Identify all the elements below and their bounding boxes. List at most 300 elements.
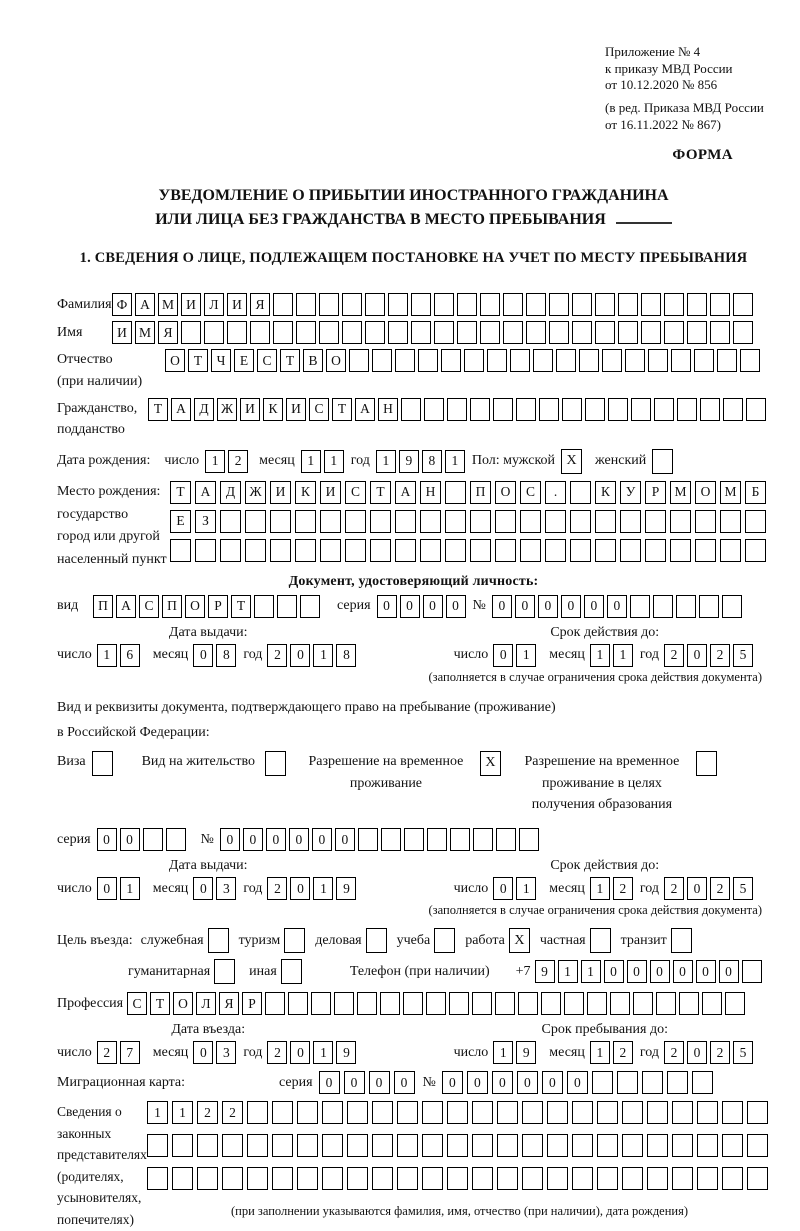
- char-cell[interactable]: 1: [590, 644, 610, 667]
- char-cell[interactable]: [510, 349, 530, 372]
- char-cell[interactable]: 2: [664, 644, 684, 667]
- char-cell[interactable]: [620, 539, 641, 562]
- char-cell[interactable]: 0: [400, 595, 420, 618]
- char-cell[interactable]: [197, 1167, 218, 1190]
- residence-permit-checkbox[interactable]: [265, 751, 286, 776]
- char-cell[interactable]: [526, 321, 546, 344]
- char-cell[interactable]: [357, 992, 377, 1015]
- char-cell[interactable]: Д: [220, 481, 241, 504]
- char-cell[interactable]: Р: [645, 481, 666, 504]
- char-cell[interactable]: 1: [558, 960, 578, 983]
- char-cell[interactable]: И: [270, 481, 291, 504]
- char-cell[interactable]: [572, 321, 592, 344]
- char-cell[interactable]: [197, 1134, 218, 1157]
- char-cell[interactable]: 1: [205, 450, 225, 473]
- char-cell[interactable]: 2: [710, 1041, 730, 1064]
- char-cell[interactable]: 2: [710, 644, 730, 667]
- char-cell[interactable]: А: [195, 481, 216, 504]
- char-cell[interactable]: 0: [492, 1071, 513, 1094]
- char-cell[interactable]: П: [162, 595, 182, 618]
- char-cell[interactable]: 1: [313, 644, 333, 667]
- char-cell[interactable]: 0: [567, 1071, 588, 1094]
- char-cell[interactable]: С: [139, 595, 159, 618]
- char-cell[interactable]: 1: [313, 1041, 333, 1064]
- char-cell[interactable]: [170, 539, 191, 562]
- char-cell[interactable]: [503, 321, 523, 344]
- char-cell[interactable]: [522, 1134, 543, 1157]
- char-cell[interactable]: [733, 293, 753, 316]
- char-cell[interactable]: [372, 1167, 393, 1190]
- char-cell[interactable]: [472, 1167, 493, 1190]
- char-cell[interactable]: [480, 293, 500, 316]
- char-cell[interactable]: Л: [196, 992, 216, 1015]
- char-cell[interactable]: [388, 293, 408, 316]
- char-cell[interactable]: 0: [120, 828, 140, 851]
- char-cell[interactable]: [342, 321, 362, 344]
- char-cell[interactable]: [411, 293, 431, 316]
- char-cell[interactable]: [679, 992, 699, 1015]
- char-cell[interactable]: [254, 595, 274, 618]
- char-cell[interactable]: 8: [422, 450, 442, 473]
- char-cell[interactable]: [562, 398, 582, 421]
- char-cell[interactable]: 1: [172, 1101, 193, 1124]
- char-cell[interactable]: [457, 293, 477, 316]
- char-cell[interactable]: [457, 321, 477, 344]
- char-cell[interactable]: 1: [97, 644, 117, 667]
- char-cell[interactable]: Т: [148, 398, 168, 421]
- char-cell[interactable]: [677, 398, 697, 421]
- char-cell[interactable]: [572, 1167, 593, 1190]
- char-cell[interactable]: Т: [188, 349, 208, 372]
- char-cell[interactable]: 1: [301, 450, 321, 473]
- char-cell[interactable]: З: [195, 510, 216, 533]
- char-cell[interactable]: 1: [516, 877, 536, 900]
- char-cell[interactable]: [564, 992, 584, 1015]
- char-cell[interactable]: [322, 1134, 343, 1157]
- char-cell[interactable]: [497, 1101, 518, 1124]
- char-cell[interactable]: Ч: [211, 349, 231, 372]
- char-cell[interactable]: [618, 293, 638, 316]
- char-cell[interactable]: [272, 1167, 293, 1190]
- char-cell[interactable]: [447, 1134, 468, 1157]
- char-cell[interactable]: 3: [216, 1041, 236, 1064]
- char-cell[interactable]: 0: [561, 595, 581, 618]
- char-cell[interactable]: 0: [97, 877, 117, 900]
- char-cell[interactable]: [365, 293, 385, 316]
- char-cell[interactable]: [570, 481, 591, 504]
- char-cell[interactable]: [647, 1167, 668, 1190]
- char-cell[interactable]: [625, 349, 645, 372]
- char-cell[interactable]: [622, 1101, 643, 1124]
- char-cell[interactable]: [470, 398, 490, 421]
- temp-residence-checkbox[interactable]: X: [480, 751, 501, 776]
- char-cell[interactable]: 0: [289, 828, 309, 851]
- char-cell[interactable]: [181, 321, 201, 344]
- char-cell[interactable]: [311, 992, 331, 1015]
- char-cell[interactable]: 9: [535, 960, 555, 983]
- char-cell[interactable]: 0: [193, 1041, 213, 1064]
- char-cell[interactable]: [296, 321, 316, 344]
- char-cell[interactable]: [545, 539, 566, 562]
- char-cell[interactable]: [470, 539, 491, 562]
- char-cell[interactable]: [545, 510, 566, 533]
- char-cell[interactable]: [495, 539, 516, 562]
- char-cell[interactable]: Е: [170, 510, 191, 533]
- char-cell[interactable]: [595, 321, 615, 344]
- char-cell[interactable]: К: [263, 398, 283, 421]
- char-cell[interactable]: [533, 349, 553, 372]
- char-cell[interactable]: [372, 1101, 393, 1124]
- char-cell[interactable]: О: [165, 349, 185, 372]
- char-cell[interactable]: [672, 1167, 693, 1190]
- char-cell[interactable]: [733, 321, 753, 344]
- char-cell[interactable]: [585, 398, 605, 421]
- char-cell[interactable]: [245, 539, 266, 562]
- char-cell[interactable]: [166, 828, 186, 851]
- char-cell[interactable]: [597, 1134, 618, 1157]
- char-cell[interactable]: [288, 992, 308, 1015]
- char-cell[interactable]: И: [181, 293, 201, 316]
- char-cell[interactable]: 0: [650, 960, 670, 983]
- char-cell[interactable]: 0: [515, 595, 535, 618]
- char-cell[interactable]: [424, 398, 444, 421]
- char-cell[interactable]: Я: [250, 293, 270, 316]
- char-cell[interactable]: 5: [733, 1041, 753, 1064]
- char-cell[interactable]: 2: [710, 877, 730, 900]
- char-cell[interactable]: [220, 510, 241, 533]
- char-cell[interactable]: 9: [336, 877, 356, 900]
- char-cell[interactable]: [447, 398, 467, 421]
- char-cell[interactable]: [297, 1101, 318, 1124]
- purpose-business-checkbox[interactable]: [366, 928, 387, 953]
- char-cell[interactable]: [618, 321, 638, 344]
- char-cell[interactable]: [381, 828, 401, 851]
- char-cell[interactable]: [539, 398, 559, 421]
- char-cell[interactable]: Ж: [217, 398, 237, 421]
- char-cell[interactable]: 0: [344, 1071, 365, 1094]
- char-cell[interactable]: Н: [378, 398, 398, 421]
- char-cell[interactable]: 2: [664, 877, 684, 900]
- char-cell[interactable]: [220, 539, 241, 562]
- char-cell[interactable]: [395, 510, 416, 533]
- char-cell[interactable]: [656, 992, 676, 1015]
- char-cell[interactable]: А: [116, 595, 136, 618]
- char-cell[interactable]: [472, 1134, 493, 1157]
- char-cell[interactable]: [595, 539, 616, 562]
- char-cell[interactable]: [670, 539, 691, 562]
- char-cell[interactable]: [720, 510, 741, 533]
- char-cell[interactable]: [541, 992, 561, 1015]
- char-cell[interactable]: [265, 992, 285, 1015]
- char-cell[interactable]: [441, 349, 461, 372]
- purpose-other-checkbox[interactable]: [281, 959, 302, 984]
- char-cell[interactable]: У: [620, 481, 641, 504]
- char-cell[interactable]: 1: [590, 1041, 610, 1064]
- char-cell[interactable]: [570, 539, 591, 562]
- char-cell[interactable]: 0: [604, 960, 624, 983]
- char-cell[interactable]: [445, 539, 466, 562]
- char-cell[interactable]: 3: [216, 877, 236, 900]
- char-cell[interactable]: [464, 349, 484, 372]
- char-cell[interactable]: [722, 1134, 743, 1157]
- char-cell[interactable]: Е: [234, 349, 254, 372]
- char-cell[interactable]: [450, 828, 470, 851]
- char-cell[interactable]: [493, 398, 513, 421]
- char-cell[interactable]: [667, 1071, 688, 1094]
- char-cell[interactable]: [747, 1167, 768, 1190]
- char-cell[interactable]: И: [240, 398, 260, 421]
- char-cell[interactable]: 0: [538, 595, 558, 618]
- char-cell[interactable]: М: [720, 481, 741, 504]
- char-cell[interactable]: [445, 481, 466, 504]
- char-cell[interactable]: [300, 595, 320, 618]
- char-cell[interactable]: [320, 539, 341, 562]
- char-cell[interactable]: [747, 1134, 768, 1157]
- char-cell[interactable]: А: [355, 398, 375, 421]
- char-cell[interactable]: [722, 1101, 743, 1124]
- char-cell[interactable]: Ф: [112, 293, 132, 316]
- char-cell[interactable]: 0: [517, 1071, 538, 1094]
- char-cell[interactable]: [397, 1134, 418, 1157]
- char-cell[interactable]: Я: [219, 992, 239, 1015]
- char-cell[interactable]: [370, 539, 391, 562]
- char-cell[interactable]: 0: [243, 828, 263, 851]
- char-cell[interactable]: [519, 828, 539, 851]
- char-cell[interactable]: 0: [446, 595, 466, 618]
- char-cell[interactable]: [273, 321, 293, 344]
- char-cell[interactable]: [547, 1167, 568, 1190]
- char-cell[interactable]: 2: [664, 1041, 684, 1064]
- char-cell[interactable]: [645, 539, 666, 562]
- char-cell[interactable]: 0: [220, 828, 240, 851]
- char-cell[interactable]: Т: [231, 595, 251, 618]
- char-cell[interactable]: [630, 595, 650, 618]
- char-cell[interactable]: 1: [376, 450, 396, 473]
- char-cell[interactable]: [547, 1101, 568, 1124]
- char-cell[interactable]: [602, 349, 622, 372]
- char-cell[interactable]: Т: [370, 481, 391, 504]
- purpose-transit-checkbox[interactable]: [671, 928, 692, 953]
- char-cell[interactable]: [397, 1101, 418, 1124]
- char-cell[interactable]: 2: [228, 450, 248, 473]
- char-cell[interactable]: А: [171, 398, 191, 421]
- char-cell[interactable]: М: [158, 293, 178, 316]
- char-cell[interactable]: [434, 293, 454, 316]
- char-cell[interactable]: 0: [290, 877, 310, 900]
- char-cell[interactable]: [472, 992, 492, 1015]
- char-cell[interactable]: [572, 1101, 593, 1124]
- char-cell[interactable]: А: [135, 293, 155, 316]
- char-cell[interactable]: 0: [696, 960, 716, 983]
- char-cell[interactable]: [647, 1101, 668, 1124]
- char-cell[interactable]: 2: [267, 1041, 287, 1064]
- char-cell[interactable]: С: [309, 398, 329, 421]
- char-cell[interactable]: [610, 992, 630, 1015]
- char-cell[interactable]: С: [345, 481, 366, 504]
- char-cell[interactable]: [740, 349, 760, 372]
- char-cell[interactable]: [345, 539, 366, 562]
- char-cell[interactable]: .: [545, 481, 566, 504]
- char-cell[interactable]: 0: [687, 644, 707, 667]
- char-cell[interactable]: [397, 1167, 418, 1190]
- char-cell[interactable]: [411, 321, 431, 344]
- char-cell[interactable]: [334, 992, 354, 1015]
- char-cell[interactable]: 7: [120, 1041, 140, 1064]
- char-cell[interactable]: [345, 510, 366, 533]
- char-cell[interactable]: [672, 1134, 693, 1157]
- char-cell[interactable]: 0: [607, 595, 627, 618]
- char-cell[interactable]: 0: [335, 828, 355, 851]
- char-cell[interactable]: [522, 1101, 543, 1124]
- char-cell[interactable]: 0: [493, 644, 513, 667]
- char-cell[interactable]: [277, 595, 297, 618]
- char-cell[interactable]: 1: [147, 1101, 168, 1124]
- char-cell[interactable]: 0: [312, 828, 332, 851]
- char-cell[interactable]: [342, 293, 362, 316]
- char-cell[interactable]: [572, 1134, 593, 1157]
- char-cell[interactable]: [516, 398, 536, 421]
- char-cell[interactable]: М: [670, 481, 691, 504]
- char-cell[interactable]: 1: [581, 960, 601, 983]
- char-cell[interactable]: [641, 293, 661, 316]
- char-cell[interactable]: 0: [423, 595, 443, 618]
- char-cell[interactable]: Ж: [245, 481, 266, 504]
- char-cell[interactable]: Т: [280, 349, 300, 372]
- char-cell[interactable]: 2: [613, 877, 633, 900]
- char-cell[interactable]: О: [695, 481, 716, 504]
- char-cell[interactable]: [687, 321, 707, 344]
- char-cell[interactable]: [648, 349, 668, 372]
- char-cell[interactable]: 6: [120, 644, 140, 667]
- char-cell[interactable]: [403, 992, 423, 1015]
- char-cell[interactable]: [487, 349, 507, 372]
- char-cell[interactable]: [380, 992, 400, 1015]
- char-cell[interactable]: 0: [493, 877, 513, 900]
- char-cell[interactable]: [388, 321, 408, 344]
- char-cell[interactable]: [526, 293, 546, 316]
- char-cell[interactable]: [622, 1167, 643, 1190]
- char-cell[interactable]: [295, 510, 316, 533]
- char-cell[interactable]: [647, 1134, 668, 1157]
- char-cell[interactable]: [723, 398, 743, 421]
- char-cell[interactable]: [722, 1167, 743, 1190]
- char-cell[interactable]: 1: [324, 450, 344, 473]
- char-cell[interactable]: 1: [590, 877, 610, 900]
- char-cell[interactable]: Н: [420, 481, 441, 504]
- char-cell[interactable]: [447, 1101, 468, 1124]
- char-cell[interactable]: П: [93, 595, 113, 618]
- char-cell[interactable]: 9: [336, 1041, 356, 1064]
- char-cell[interactable]: [272, 1101, 293, 1124]
- char-cell[interactable]: [699, 595, 719, 618]
- char-cell[interactable]: 0: [584, 595, 604, 618]
- char-cell[interactable]: [653, 595, 673, 618]
- char-cell[interactable]: [434, 321, 454, 344]
- char-cell[interactable]: 5: [733, 877, 753, 900]
- char-cell[interactable]: 2: [222, 1101, 243, 1124]
- char-cell[interactable]: [595, 510, 616, 533]
- char-cell[interactable]: 0: [492, 595, 512, 618]
- char-cell[interactable]: [270, 510, 291, 533]
- char-cell[interactable]: [404, 828, 424, 851]
- char-cell[interactable]: [395, 349, 415, 372]
- char-cell[interactable]: [633, 992, 653, 1015]
- char-cell[interactable]: [664, 293, 684, 316]
- char-cell[interactable]: [742, 960, 762, 983]
- char-cell[interactable]: О: [173, 992, 193, 1015]
- char-cell[interactable]: [480, 321, 500, 344]
- char-cell[interactable]: [645, 510, 666, 533]
- char-cell[interactable]: [746, 398, 766, 421]
- char-cell[interactable]: 0: [542, 1071, 563, 1094]
- char-cell[interactable]: [372, 1134, 393, 1157]
- char-cell[interactable]: Б: [745, 481, 766, 504]
- char-cell[interactable]: [497, 1134, 518, 1157]
- char-cell[interactable]: 1: [613, 644, 633, 667]
- char-cell[interactable]: 0: [394, 1071, 415, 1094]
- char-cell[interactable]: 2: [613, 1041, 633, 1064]
- char-cell[interactable]: 0: [266, 828, 286, 851]
- char-cell[interactable]: Д: [194, 398, 214, 421]
- char-cell[interactable]: [702, 992, 722, 1015]
- char-cell[interactable]: [556, 349, 576, 372]
- char-cell[interactable]: [270, 539, 291, 562]
- char-cell[interactable]: [297, 1134, 318, 1157]
- char-cell[interactable]: 1: [120, 877, 140, 900]
- char-cell[interactable]: [518, 992, 538, 1015]
- char-cell[interactable]: [547, 1134, 568, 1157]
- char-cell[interactable]: [549, 293, 569, 316]
- char-cell[interactable]: [349, 349, 369, 372]
- char-cell[interactable]: [595, 293, 615, 316]
- char-cell[interactable]: Р: [208, 595, 228, 618]
- char-cell[interactable]: [358, 828, 378, 851]
- char-cell[interactable]: [427, 828, 447, 851]
- char-cell[interactable]: [697, 1101, 718, 1124]
- char-cell[interactable]: [664, 321, 684, 344]
- char-cell[interactable]: [697, 1134, 718, 1157]
- char-cell[interactable]: [597, 1101, 618, 1124]
- char-cell[interactable]: [422, 1101, 443, 1124]
- char-cell[interactable]: [319, 321, 339, 344]
- male-checkbox[interactable]: X: [561, 449, 582, 474]
- char-cell[interactable]: [172, 1134, 193, 1157]
- char-cell[interactable]: [143, 828, 163, 851]
- char-cell[interactable]: 8: [216, 644, 236, 667]
- char-cell[interactable]: 2: [97, 1041, 117, 1064]
- char-cell[interactable]: [725, 992, 745, 1015]
- char-cell[interactable]: [597, 1167, 618, 1190]
- char-cell[interactable]: А: [395, 481, 416, 504]
- char-cell[interactable]: 0: [290, 644, 310, 667]
- char-cell[interactable]: [620, 510, 641, 533]
- char-cell[interactable]: Л: [204, 293, 224, 316]
- char-cell[interactable]: [245, 510, 266, 533]
- char-cell[interactable]: [717, 349, 737, 372]
- char-cell[interactable]: [497, 1167, 518, 1190]
- char-cell[interactable]: [579, 349, 599, 372]
- char-cell[interactable]: Р: [242, 992, 262, 1015]
- char-cell[interactable]: [572, 293, 592, 316]
- char-cell[interactable]: [347, 1134, 368, 1157]
- char-cell[interactable]: [370, 510, 391, 533]
- char-cell[interactable]: [227, 321, 247, 344]
- char-cell[interactable]: Т: [332, 398, 352, 421]
- char-cell[interactable]: [642, 1071, 663, 1094]
- char-cell[interactable]: [608, 398, 628, 421]
- char-cell[interactable]: М: [135, 321, 155, 344]
- char-cell[interactable]: 0: [687, 877, 707, 900]
